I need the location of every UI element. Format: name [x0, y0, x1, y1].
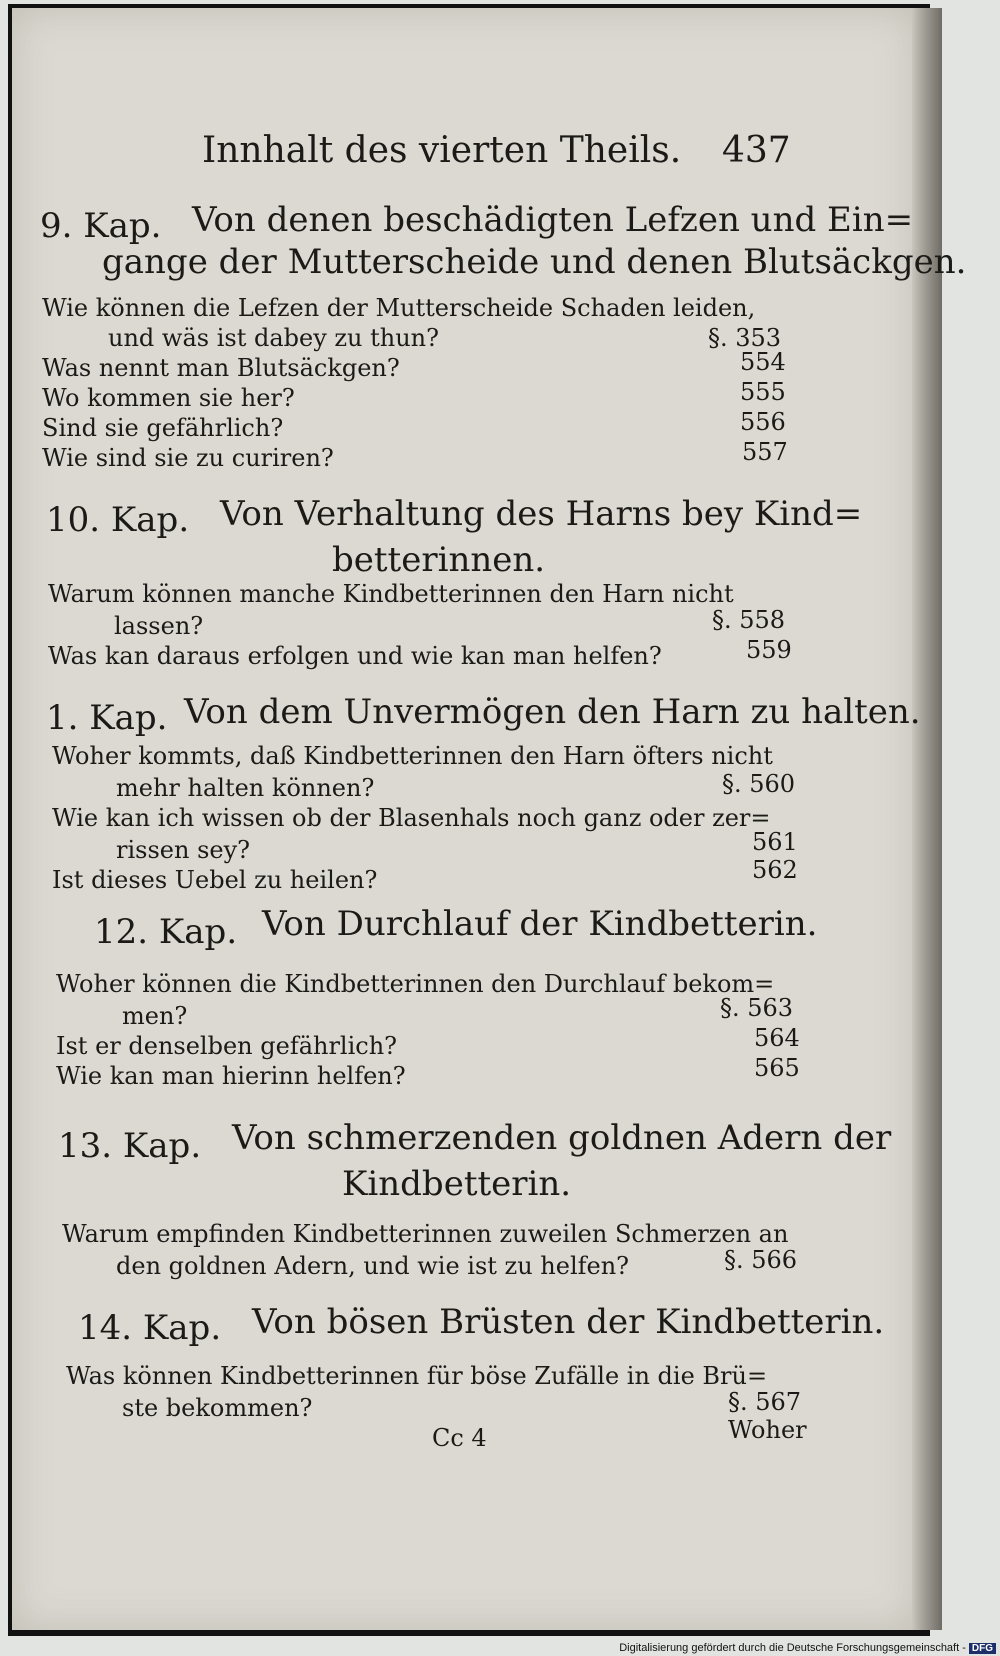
chapter-number: 1. Kap.: [46, 698, 168, 738]
book-page: [12, 8, 967, 1630]
entry-question-cont: men?: [122, 1002, 188, 1030]
chapter-title: Von denen beschädigten Lefzen und Ein=: [192, 200, 914, 240]
entry-question: Ist dieses Uebel zu heilen?: [52, 866, 378, 894]
entry-ref: §. 353: [708, 324, 782, 352]
entry-question-cont: ste bekommen?: [122, 1394, 313, 1422]
digitization-credit: [619, 1642, 996, 1654]
chapter-title: Von Durchlauf der Kindbetterin.: [262, 904, 818, 944]
entry-ref: 561: [752, 828, 798, 856]
chapter-title-cont: betterinnen.: [332, 540, 546, 580]
entry-ref: §. 563: [720, 994, 794, 1022]
entry-question: Sind sie gefährlich?: [42, 414, 284, 442]
entry-ref: 555: [740, 378, 786, 406]
chapter-title: Von schmerzenden goldnen Adern der: [232, 1118, 892, 1158]
entry-ref: 564: [754, 1024, 800, 1052]
entry-question: Wie kan man hierinn helfen?: [56, 1062, 406, 1090]
entry-ref: §. 560: [722, 770, 796, 798]
entry-question: Was kan daraus erfolgen und wie kan man helfen?: [48, 642, 662, 670]
entry-ref: §. 566: [724, 1246, 798, 1274]
chapter-number: 14. Kap.: [78, 1308, 222, 1348]
entry-question: Wie sind sie zu curiren?: [42, 444, 334, 472]
entry-question: Wie kan ich wissen ob der Blasenhals noch ganz oder zer=: [52, 804, 771, 832]
entry-ref: §. 567: [728, 1388, 802, 1416]
entry-ref: 557: [742, 438, 788, 466]
entry-question: Woher können die Kindbetterinnen den Durchlauf bekom=: [56, 970, 775, 998]
chapter-number: 10. Kap.: [46, 500, 190, 540]
entry-question-cont: rissen sey?: [116, 836, 251, 864]
page-number: 437: [722, 130, 791, 171]
chapter-number: 13. Kap.: [58, 1126, 202, 1166]
entry-ref: 562: [752, 856, 798, 884]
entry-ref: §. 558: [712, 606, 786, 634]
entry-question: Warum können manche Kindbetterinnen den Harn nicht: [48, 580, 734, 608]
catchword: Woher: [728, 1416, 807, 1444]
dfg-logo: DFG: [969, 1643, 996, 1654]
chapter-number: 9. Kap.: [40, 206, 162, 246]
entry-question: Was nennt man Blutsäckgen?: [42, 354, 400, 382]
chapter-title: Von bösen Brüsten der Kindbetterin.: [252, 1302, 885, 1342]
entry-question: Wo kommen sie her?: [42, 384, 295, 412]
entry-question: Was können Kindbetterinnen für böse Zufälle in die Brü=: [66, 1362, 768, 1390]
entry-ref: 559: [746, 636, 792, 664]
entry-question: Wie können die Lefzen der Mutterscheide Schaden leiden,: [42, 294, 756, 322]
chapter-title-cont: Kindbetterin.: [342, 1164, 572, 1204]
entry-question-cont: mehr halten können?: [116, 774, 375, 802]
entry-question: Ist er denselben gefährlich?: [56, 1032, 398, 1060]
chapter-title: Von dem Unvermögen den Harn zu halten.: [184, 692, 921, 732]
credit-text: Digitalisierung gefördert durch die Deutsche Forschungsgemeinschaft -: [619, 1642, 966, 1654]
entry-question-cont: den goldnen Adern, und wie ist zu helfen?: [116, 1252, 630, 1280]
entry-question-cont: lassen?: [114, 612, 204, 640]
chapter-title-cont: gange der Mutterscheide und denen Blutsäckgen.: [102, 242, 967, 282]
signature-mark: Cc 4: [432, 1424, 487, 1452]
entry-ref: 556: [740, 408, 786, 436]
entry-question-cont: und wäs ist dabey zu thun?: [108, 324, 440, 352]
running-header-title: Innhalt des vierten Theils.: [202, 130, 682, 171]
entry-question: Warum empfinden Kindbetterinnen zuweilen Schmerzen an: [62, 1220, 789, 1248]
entry-ref: 565: [754, 1054, 800, 1082]
chapter-title: Von Verhaltung des Harns bey Kind=: [220, 494, 863, 534]
entry-ref: 554: [740, 348, 786, 376]
entry-question: Woher kommts, daß Kindbetterinnen den Harn öfters nicht: [52, 742, 773, 770]
chapter-number: 12. Kap.: [94, 912, 238, 952]
